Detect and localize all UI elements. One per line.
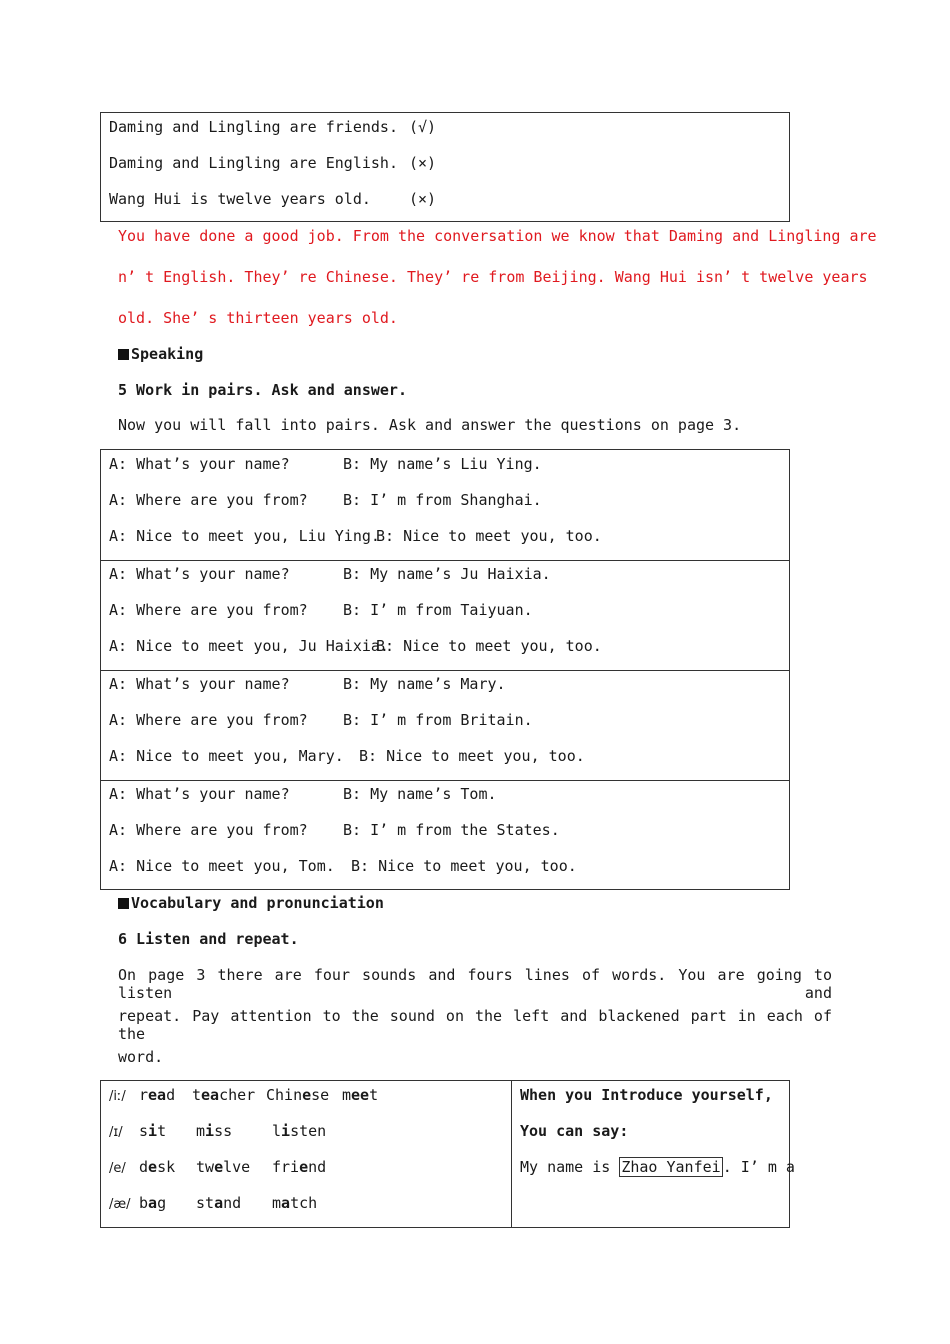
tf-item — [109, 154, 437, 172]
introduce-heading: When you Introduce yourself, — [520, 1086, 773, 1104]
sound-row — [109, 1158, 509, 1176]
tf-item — [109, 118, 437, 136]
sounds-table — [100, 1080, 795, 1228]
section-heading-speaking: Speaking — [118, 345, 203, 363]
phonetic-symbol: /iː/ — [109, 1089, 126, 1104]
sound-row — [109, 1086, 509, 1104]
sound-row — [109, 1194, 509, 1212]
feedback-line: n’ t English. They’ re Chinese. They’ re from Beijing. Wang Hui isn’ t twelve years — [118, 268, 868, 286]
task-instruction: Now you will fall into pairs. Ask and answer the questions on page 3. — [118, 416, 742, 434]
example-word: twelve — [196, 1158, 251, 1176]
name-blank: Zhao Yanfei — [621, 1158, 721, 1176]
phonetic-symbol: /e/ — [109, 1161, 126, 1176]
tf-mark: (√) — [409, 118, 437, 136]
example-word: desk — [139, 1158, 176, 1176]
tf-statement: Daming and Lingling are English. — [109, 154, 398, 172]
tf-mark: (×) — [409, 154, 437, 172]
example-word: teacher — [192, 1086, 256, 1104]
example-word: stand — [196, 1194, 242, 1212]
tf-statement: Daming and Lingling are friends. — [109, 118, 398, 136]
feedback-line: old. She’ s thirteen years old. — [118, 309, 398, 327]
tf-item — [109, 190, 437, 208]
dialogue-table: A: What’s your name? B: My name’s Liu Ying. A: Where are you from? B: I’ m from Shanghai. A: Nice to meet you, Liu Ying. B: Nice to meet you, too. A: What’s your name? B: My name’s Ju Haixia. A: Where are you from? B: I’ m from Taiyuan. A: Nice to meet you, Ju Haixia. B: Nice to meet you, too. A: What’s your name? B: My name’s Mary. A: Where are you from? B: I’ m from Britain. A: Nice to meet you, Mary. B: Nice to meet you, too. A: What’s your name? B: My name’s Tom. A: Where are you from? B: I’ m from the States. A: Nice to meet you, Tom. B: Nice to meet you, too. — [100, 449, 790, 890]
row-divider — [101, 780, 789, 781]
tf-mark: (×) — [409, 190, 437, 208]
example-word: listen — [272, 1122, 327, 1140]
section-heading-vocabulary: Vocabulary and pronunciation — [118, 894, 384, 912]
example-word: read — [139, 1086, 176, 1104]
vocab-instruction-line: repeat. Pay attention to the sound on the left and blackened part in each of the — [118, 1007, 832, 1043]
example-word: bag — [139, 1194, 167, 1212]
row-divider — [101, 670, 789, 671]
introduce-prompt: You can say: — [520, 1122, 629, 1140]
example-word: meet — [342, 1086, 379, 1104]
true-false-box — [100, 112, 790, 222]
sound-row — [109, 1122, 509, 1140]
vocab-instruction-line: word. — [118, 1048, 164, 1066]
square-bullet-icon — [118, 898, 129, 909]
example-word: match — [272, 1194, 318, 1212]
example-word: friend — [272, 1158, 327, 1176]
task-title: 6 Listen and repeat. — [118, 930, 299, 948]
vocab-instruction-line: On page 3 there are four sounds and fours lines of words. You are going to listen and — [118, 966, 832, 1002]
phonetic-symbol: /æ/ — [109, 1197, 131, 1212]
task-title: 5 Work in pairs. Ask and answer. — [118, 381, 407, 399]
square-bullet-icon — [118, 349, 129, 360]
row-divider — [101, 560, 789, 561]
example-word: Chinese — [266, 1086, 330, 1104]
introduce-example: My name is Zhao Yanfei . I’ m a — [520, 1158, 795, 1176]
column-divider — [511, 1081, 512, 1227]
tf-statement: Wang Hui is twelve years old. — [109, 190, 371, 208]
example-word: sit — [139, 1122, 167, 1140]
feedback-line: You have done a good job. From the conversation we know that Daming and Lingling are — [118, 227, 877, 245]
phonetic-symbol: /ɪ/ — [109, 1125, 123, 1140]
example-word: miss — [196, 1122, 233, 1140]
